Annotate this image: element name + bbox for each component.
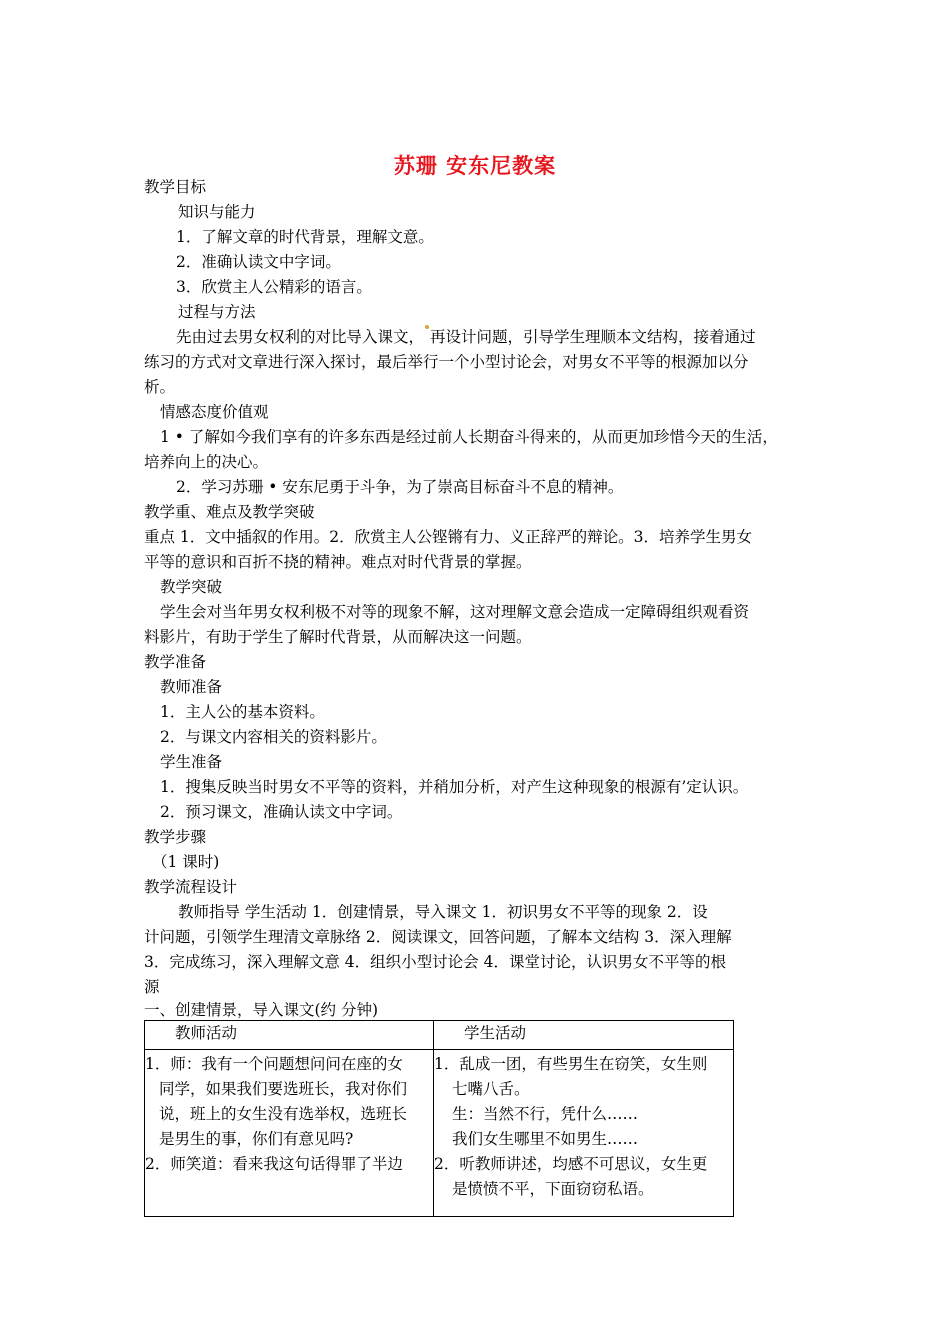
teacher-prep-item-2: 2．与课文内容相关的资料影片。	[160, 728, 387, 746]
breakthrough-heading: 教学突破	[160, 578, 223, 596]
process-paragraph-line-1	[176, 325, 756, 349]
teacher-activity-line: 2．师笑道：看来我这句话得罪了半边	[145, 1155, 403, 1173]
teacher-activity-line: 是男生的事，你们有意见吗?	[159, 1130, 354, 1148]
table-header-row	[145, 1021, 734, 1050]
flow-line-4: 源	[144, 978, 160, 996]
stray-mark	[425, 325, 429, 329]
teacher-activity-line: 同学，如果我们要选班长，我对你们	[159, 1080, 408, 1098]
teacher-prep-heading: 教师准备	[160, 678, 223, 696]
key-points-heading: 教学重、难点及教学突破	[144, 503, 315, 521]
steps-heading: 教学步骤	[144, 828, 207, 846]
emotion-item-1-line-2: 培养向上的决心。	[144, 453, 269, 471]
goals-heading: 教学目标	[144, 178, 207, 196]
breakthrough-line-1: 学生会对当年男女权利极不对等的现象不解，这对理解文意会造成一定障碍组织观看资	[160, 603, 750, 621]
student-prep-item-1: 1．搜集反映当时男女不平等的资料，并稍加分析，对产生这种现象的根源有’定认识。	[160, 778, 749, 796]
student-activity-line: 七嘴八舌。	[452, 1080, 530, 1098]
student-activity-cell	[434, 1050, 734, 1217]
student-prep-heading: 学生准备	[160, 753, 223, 771]
process-paragraph-line-2: 练习的方式对文章进行深入探讨，最后举行一个小型讨论会，对男女不平等的根源加以分	[144, 353, 749, 371]
header-teacher-activity: 教师活动	[145, 1021, 434, 1050]
key-points-line-1: 重点 1．文中插叙的作用。2．欣赏主人公铿锵有力、义正辞严的辩论。3．培养学生男女	[144, 528, 753, 546]
teacher-prep-item-1: 1．主人公的基本资料。	[160, 703, 325, 721]
goal-item-2: 2．准确认读文中字词。	[176, 253, 341, 271]
activity-table	[144, 1020, 734, 1217]
teacher-activity-cell	[145, 1050, 434, 1217]
knowledge-heading: 知识与能力	[178, 203, 256, 221]
process-heading: 过程与方法	[178, 303, 256, 321]
process-paragraph-line-3: 析。	[144, 378, 176, 396]
emotion-item-1-line-1: 1 • 了解如今我们享有的许多东西是经过前人长期奋斗得来的，从而更加珍惜今天的生活，	[160, 428, 778, 446]
emotion-heading: 情感态度价值观	[160, 403, 269, 421]
teacher-activity-line: 1．师：我有一个问题想问问在座的女	[145, 1055, 403, 1073]
table-row	[145, 1050, 734, 1217]
key-points-line-2: 平等的意识和百折不挠的精神。难点对时代背景的掌握。	[144, 553, 532, 571]
flow-heading: 教学流程设计	[144, 878, 238, 896]
flow-line-2: 计问题，引领学生理清文章脉络 2．阅读课文，回答问题，了解本文结构 3．深入理解	[144, 928, 732, 946]
goal-item-1: 1．了解文章的时代背景，理解文意。	[176, 228, 434, 246]
emotion-item-2: 2．学习苏珊 • 安东尼勇于斗争，为了崇高目标奋斗不息的精神。	[176, 478, 624, 496]
preparation-heading: 教学准备	[144, 653, 207, 671]
section-1-heading: 一、创建情景，导入课文(约 分钟)	[144, 1001, 379, 1019]
breakthrough-line-2: 料影片，有助于学生了解时代背景，从而解决这一问题。	[144, 628, 532, 646]
flow-line-1: 教师指导 学生活动 1．创建情景，导入课文 1．初识男女不平等的现象 2．设	[178, 903, 708, 921]
student-activity-line: 2．听教师讲述，均感不可思议，女生更	[434, 1155, 708, 1173]
flow-line-3: 3．完成练习，深入理解文意 4．组织小型讨论会 4．课堂讨论，认识男女不平等的根	[144, 953, 726, 971]
teacher-activity-line: 说，班上的女生没有选举权，选班长	[159, 1105, 408, 1123]
document-title: 苏珊 安东尼教案	[393, 154, 557, 178]
student-activity-line: 1．乱成一团，有些男生在窃笑，女生则	[434, 1055, 708, 1073]
process-text-b: 再设计问题，引导学生理顺本文结构，接着通过	[430, 328, 756, 346]
header-student-activity: 学生活动	[434, 1021, 734, 1050]
process-text-a: 先由过去男女权利的对比导入课文，	[176, 328, 425, 346]
student-activity-line: 我们女生哪里不如男生……	[452, 1130, 639, 1148]
student-prep-item-2: 2．预习课文，准确认读文中字词。	[160, 803, 403, 821]
goal-item-3: 3．欣赏主人公精彩的语言。	[176, 278, 372, 296]
student-activity-line: 生：当然不行，凭什么……	[452, 1105, 639, 1123]
class-hours: （1 课时)	[152, 853, 220, 871]
student-activity-line: 是愤愤不平，下面窃窃私语。	[452, 1180, 654, 1198]
